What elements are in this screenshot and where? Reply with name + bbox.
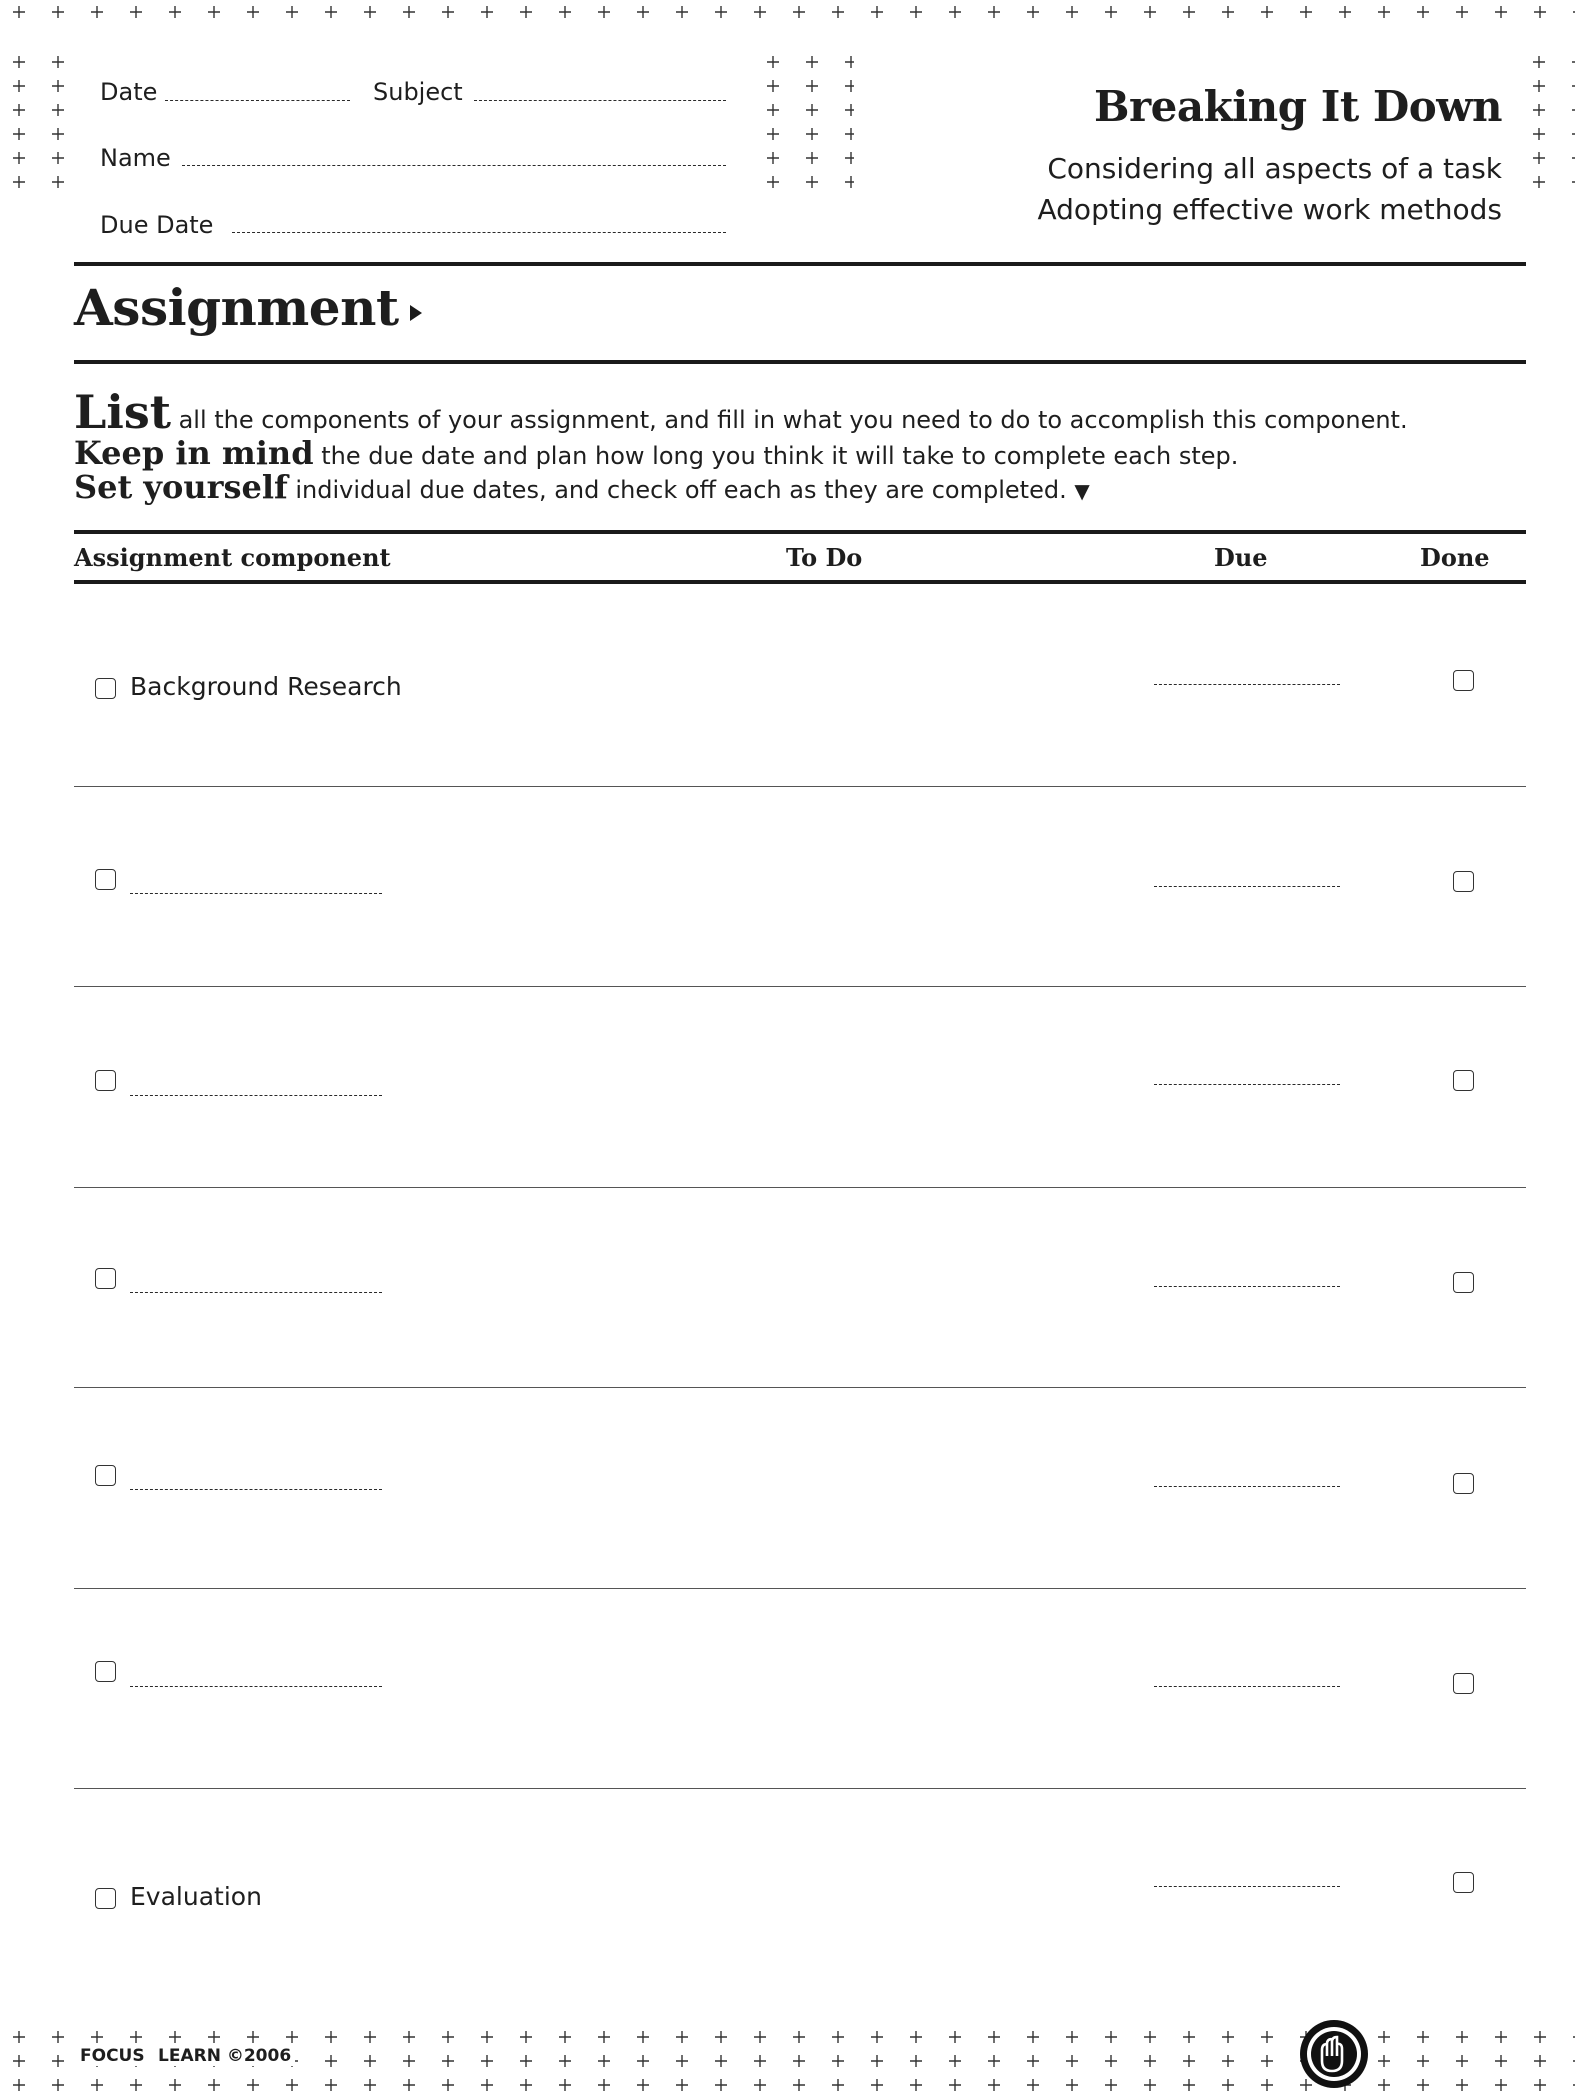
plus-pattern-top bbox=[0, 0, 1575, 30]
instruction-text-list: all the components of your assignment, and fill in what you need to do to accomplish this component. bbox=[170, 406, 1408, 434]
down-arrow-icon: ▼ bbox=[1074, 479, 1090, 503]
plus-pattern-left bbox=[0, 50, 80, 200]
due-date-field[interactable] bbox=[232, 232, 726, 233]
done-checkbox[interactable] bbox=[1453, 1673, 1474, 1694]
row-separator bbox=[74, 986, 1526, 987]
due-field[interactable] bbox=[1154, 684, 1340, 685]
date-field[interactable] bbox=[165, 100, 350, 101]
col-done: Done bbox=[1420, 543, 1490, 572]
component-field[interactable] bbox=[130, 1292, 382, 1293]
instruction-lead-set: Set yourself bbox=[74, 468, 288, 506]
instruction-list bbox=[74, 385, 1408, 439]
due-date-label: Due Date bbox=[100, 211, 214, 239]
done-checkbox[interactable] bbox=[1453, 1070, 1474, 1091]
due-field[interactable] bbox=[1154, 1286, 1340, 1287]
done-checkbox[interactable] bbox=[1453, 1473, 1474, 1494]
subtitle-aspects: Considering all aspects of a task bbox=[1047, 152, 1502, 185]
plus-pattern-right bbox=[1520, 50, 1575, 200]
due-field[interactable] bbox=[1154, 886, 1340, 887]
component-field[interactable] bbox=[130, 1489, 382, 1490]
instruction-text-set: individual due dates, and check off each as they are completed. bbox=[287, 476, 1067, 504]
component-field[interactable] bbox=[130, 1095, 382, 1096]
rule-top bbox=[74, 262, 1526, 266]
row-separator bbox=[74, 1387, 1526, 1388]
component-checkbox[interactable] bbox=[95, 869, 116, 890]
plus-pattern-middle bbox=[754, 50, 854, 200]
component-field[interactable] bbox=[130, 1686, 382, 1687]
rule-table-top bbox=[74, 530, 1526, 534]
due-field[interactable] bbox=[1154, 1686, 1340, 1687]
page-title: Breaking It Down bbox=[1094, 82, 1502, 131]
row-separator bbox=[74, 786, 1526, 787]
due-field[interactable] bbox=[1154, 1886, 1340, 1887]
date-label: Date bbox=[100, 78, 158, 106]
due-field[interactable] bbox=[1154, 1486, 1340, 1487]
component-checkbox[interactable] bbox=[95, 1070, 116, 1091]
component-field[interactable] bbox=[130, 893, 382, 894]
component-checkbox[interactable] bbox=[95, 1888, 116, 1909]
row-separator bbox=[74, 1788, 1526, 1789]
subject-label: Subject bbox=[373, 78, 463, 106]
component-label: Evaluation bbox=[130, 1882, 262, 1911]
done-checkbox[interactable] bbox=[1453, 670, 1474, 691]
component-checkbox[interactable] bbox=[95, 1661, 116, 1682]
name-field[interactable] bbox=[182, 165, 726, 166]
rule-mid bbox=[74, 360, 1526, 364]
footer-brand-learn: LEARN ©2006 bbox=[154, 2046, 295, 2066]
row-separator bbox=[74, 1187, 1526, 1188]
row-separator bbox=[74, 1588, 1526, 1589]
instruction-lead-list: List bbox=[74, 385, 171, 439]
done-checkbox[interactable] bbox=[1453, 1872, 1474, 1893]
hand-logo-icon bbox=[1300, 2020, 1368, 2088]
component-checkbox[interactable] bbox=[95, 678, 116, 699]
done-checkbox[interactable] bbox=[1453, 871, 1474, 892]
instruction-lead-keep: Keep in mind bbox=[74, 434, 314, 472]
rule-table-head bbox=[74, 580, 1526, 584]
assignment-arrow-icon bbox=[410, 305, 422, 321]
col-due: Due bbox=[1214, 543, 1268, 572]
done-checkbox[interactable] bbox=[1453, 1272, 1474, 1293]
assignment-heading: Assignment bbox=[74, 278, 399, 337]
col-to-do: To Do bbox=[786, 543, 863, 572]
component-checkbox[interactable] bbox=[95, 1465, 116, 1486]
instruction-set-yourself bbox=[74, 468, 1090, 506]
component-checkbox[interactable] bbox=[95, 1268, 116, 1289]
instruction-text-keep: the due date and plan how long you think it will take to complete each step. bbox=[313, 442, 1239, 470]
instruction-keep-in-mind bbox=[74, 434, 1238, 472]
subtitle-methods: Adopting effective work methods bbox=[1037, 193, 1502, 226]
footer-brand-focus: FOCUS bbox=[76, 2046, 149, 2066]
component-label: Background Research bbox=[130, 672, 402, 701]
name-label: Name bbox=[100, 144, 171, 172]
subject-field[interactable] bbox=[474, 100, 726, 101]
due-field[interactable] bbox=[1154, 1084, 1340, 1085]
col-assignment-component: Assignment component bbox=[74, 543, 391, 572]
